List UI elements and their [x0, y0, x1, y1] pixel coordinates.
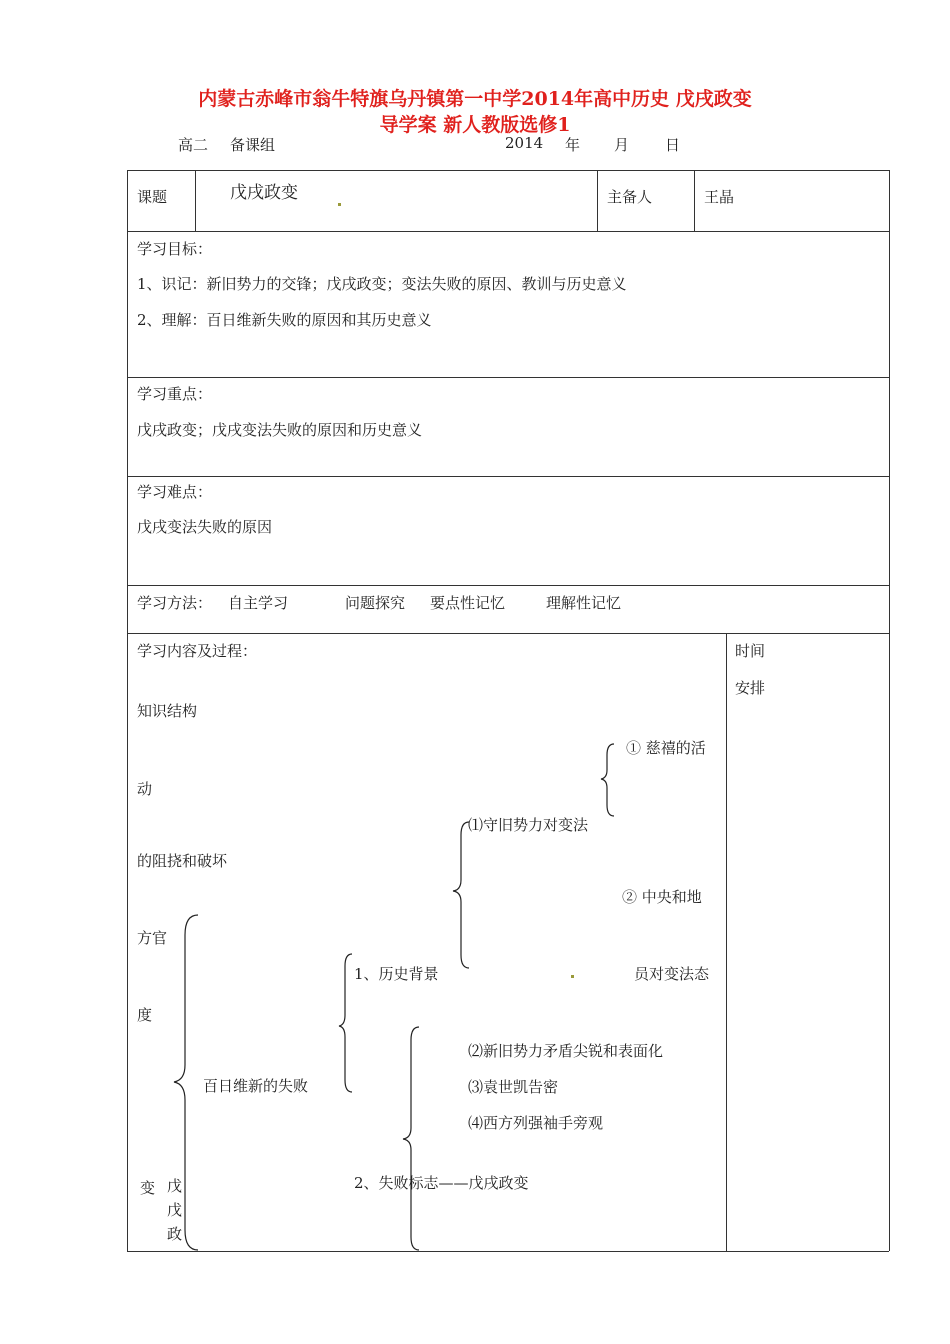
author-label: 主备人: [607, 188, 653, 206]
methods-label: 学习方法：: [137, 594, 213, 612]
topic-value: 戊戌政变: [230, 183, 298, 203]
date-day-unit: 日: [665, 136, 681, 154]
objective-item-2: 2、理解：百日维新失败的原因和其历史意义: [137, 311, 432, 329]
structure-sub-2: ⑵新旧势力矛盾尖锐和表面化: [468, 1042, 664, 1060]
structure-sub-1: ⑴守旧势力对变法: [468, 816, 589, 834]
document-title-line2: 导学案 新人教版选修1: [379, 114, 571, 136]
structure-label: 知识结构: [137, 702, 198, 720]
brace-root: [174, 915, 198, 1250]
date-year: 2014: [505, 134, 544, 152]
left-fragment-3: 方官: [137, 929, 168, 947]
structure-leaf-1: ① 慈禧的活: [626, 739, 706, 757]
brace-sub-1: [453, 822, 469, 968]
time-label-1: 时间: [735, 642, 766, 660]
brace-leaf: [601, 744, 614, 816]
left-fragment-4: 度: [137, 1006, 153, 1024]
date-year-unit: 年: [565, 136, 581, 154]
left-fragment-5: 变: [140, 1179, 156, 1197]
structure-branch-2: 2、失败标志——戊戌政变: [354, 1174, 529, 1192]
method-item-2: 问题探究: [345, 594, 406, 612]
structure-leaf-3: 员对变法态: [634, 965, 710, 983]
key-points-label: 学习重点：: [137, 385, 213, 403]
objective-item-1: 1、识记：新旧势力的交锋；戊戌政变；变法失败的原因、教训与历史意义: [137, 275, 627, 293]
method-item-3: 要点性记忆: [430, 594, 506, 612]
time-label-2: 安排: [735, 679, 766, 697]
date-month-unit: 月: [614, 136, 630, 154]
left-fragment-2: 的阻挠和破坏: [137, 852, 228, 870]
structure-leaf-2: ② 中央和地: [622, 888, 702, 906]
key-points-text: 戊戌政变；戊戌变法失败的原因和历史意义: [137, 421, 423, 439]
author-value: 王晶: [704, 188, 735, 206]
structure-branch-1: 1、历史背景: [354, 965, 439, 983]
difficulties-label: 学习难点：: [137, 483, 213, 501]
method-item-1: 自主学习: [228, 594, 289, 612]
grade-label: 高二: [178, 136, 209, 154]
left-fragment-1: 动: [137, 780, 153, 798]
objectives-label: 学习目标：: [137, 240, 213, 258]
topic-label: 课题: [137, 188, 168, 206]
brace-branch-1: [339, 954, 352, 1092]
document-title-line1: 内蒙古赤峰市翁牛特旗乌丹镇第一中学2014年高中历史 戊戌政变: [198, 88, 752, 110]
method-item-4: 理解性记忆: [546, 594, 622, 612]
vertical-char-3: 政: [167, 1225, 183, 1243]
structure-root: 百日维新的失败: [203, 1077, 309, 1095]
vertical-char-1: 戊: [167, 1177, 183, 1195]
content-label: 学习内容及过程：: [137, 642, 258, 660]
structure-sub-4: ⑷西方列强袖手旁观: [468, 1114, 604, 1132]
structure-sub-3: ⑶袁世凯告密: [468, 1078, 559, 1096]
vertical-char-2: 戊: [167, 1201, 183, 1219]
brace-branch-2: [403, 1027, 419, 1250]
group-label: 备课组: [230, 136, 276, 154]
difficulties-text: 戊戌变法失败的原因: [137, 518, 273, 536]
